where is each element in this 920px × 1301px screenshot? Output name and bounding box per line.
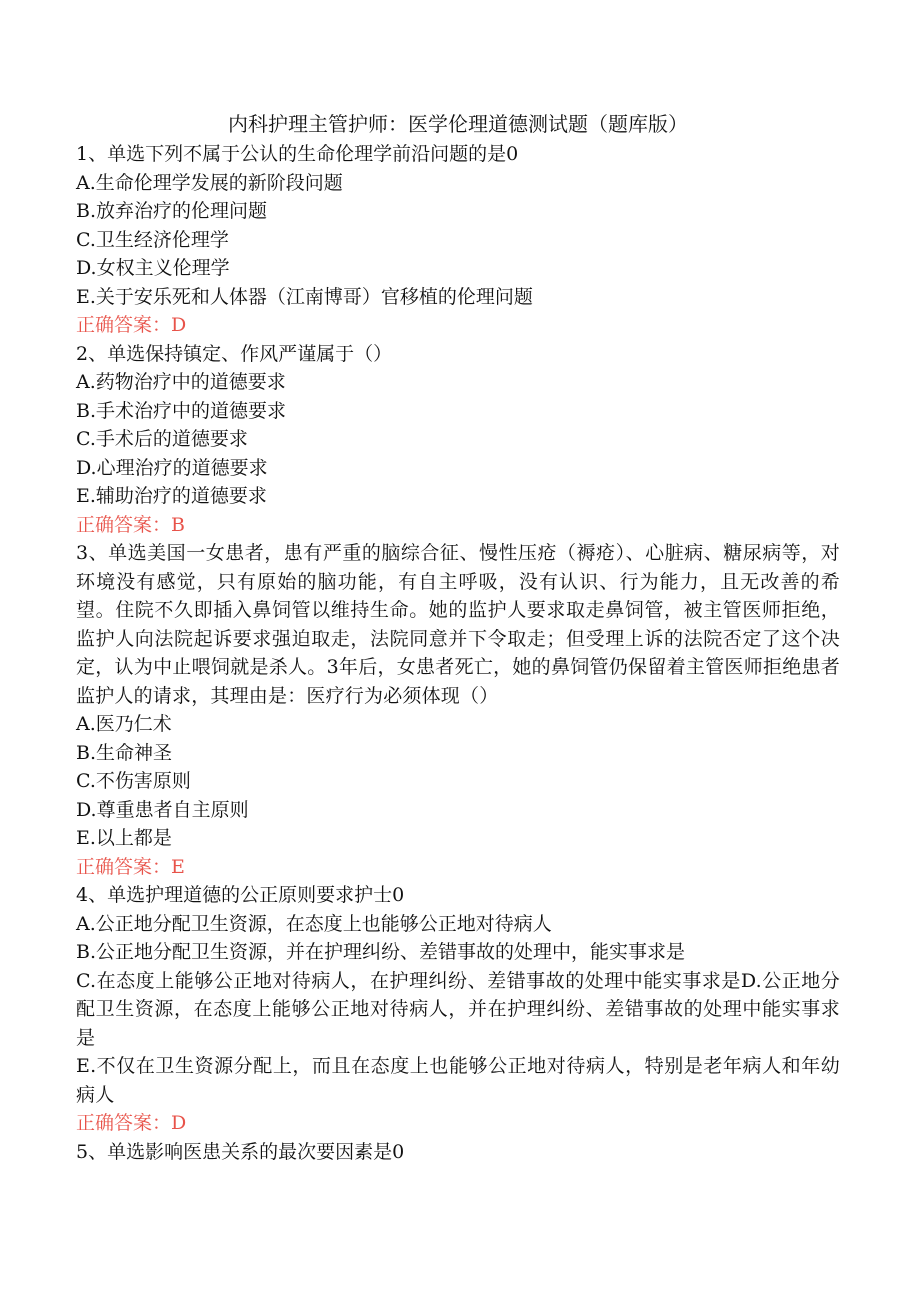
option-a: A.医乃仁术	[76, 713, 172, 735]
option-d: D.尊重患者自主原则	[76, 798, 249, 821]
question-stem: 5、单选影响医患关系的最次要因素是0	[76, 1140, 405, 1163]
question-1	[76, 140, 840, 340]
question-2	[76, 340, 840, 540]
question-3	[76, 539, 840, 881]
correct-answer: 正确答案：B	[76, 513, 185, 536]
option-e: E.不仅在卫生资源分配上，而且在态度上也能够公正地对待病人，特别是老年病人和年幼病人	[76, 1055, 840, 1106]
document-title: 内科护理主管护师：医学伦理道德测试题（题库版）	[228, 112, 688, 136]
question-stem: 4、单选护理道德的公正原则要求护士0	[76, 884, 405, 906]
option-b: B.生命神圣	[76, 741, 173, 764]
correct-answer: 正确答案：D	[76, 1112, 187, 1134]
option-d: D.女权主义伦理学	[76, 257, 230, 279]
question-stem: 1、单选下列不属于公认的生命伦理学前沿问题的是0	[76, 143, 519, 165]
option-c-d: C.在态度上能够公正地对待病人，在护理纠纷、差错事故的处理中能实事求是D.公正地分配卫生资源，在态度上能够公正地对待病人，并在护理纠纷、差错事故的处理中能实事求是	[76, 969, 840, 1049]
question-4	[76, 881, 840, 1138]
question-5	[76, 1138, 840, 1167]
option-b: B.公正地分配卫生资源，并在护理纠纷、差错事故的处理中，能实事求是	[76, 941, 686, 963]
question-stem: 2、单选保持镇定、作风严谨属于（）	[76, 342, 393, 365]
correct-answer: 正确答案：E	[76, 855, 185, 878]
option-a: A.公正地分配卫生资源，在态度上也能够公正地对待病人	[76, 912, 552, 935]
option-a: A.药物治疗中的道德要求	[76, 371, 286, 393]
option-e: E.关于安乐死和人体器（江南博哥）官移植的伦理问题	[76, 285, 533, 308]
option-a: A.生命伦理学发展的新阶段问题	[76, 171, 343, 194]
question-stem: 3、单选美国一女患者，患有严重的脑综合征、慢性压疮（褥疮）、心脏病、糖尿病等，对环境没有感觉，只有原始的脑功能，有自主呼吸，没有认识、行为能力，且无改善的希望。住院不久即插入鼻饲管以维持生命。她的监护人要求取走鼻饲管，被主管医师拒绝，监护人向法院起诉要求强迫取走，法院同意并下令取走；但受理上诉的法院否定了这个决定，认为中止喂饲就是杀人。3年后，女患者死亡，她的鼻饲管仍保留着主管医师拒绝患者监护人的请求，其理由是：医疗行为必须体现（）	[76, 542, 840, 707]
option-e: E.以上都是	[76, 827, 172, 849]
option-d: D.心理治疗的道德要求	[76, 456, 268, 479]
option-b: B.放弃治疗的伦理问题	[76, 200, 268, 222]
option-e: E.辅助治疗的道德要求	[76, 485, 267, 507]
option-c: C.手术后的道德要求	[76, 428, 248, 450]
option-b: B.手术治疗中的道德要求	[76, 399, 287, 422]
correct-answer: 正确答案：D	[76, 314, 187, 336]
option-c: C.不伤害原则	[76, 770, 191, 792]
document-page	[76, 110, 840, 1166]
option-c: C.卫生经济伦理学	[76, 228, 229, 251]
